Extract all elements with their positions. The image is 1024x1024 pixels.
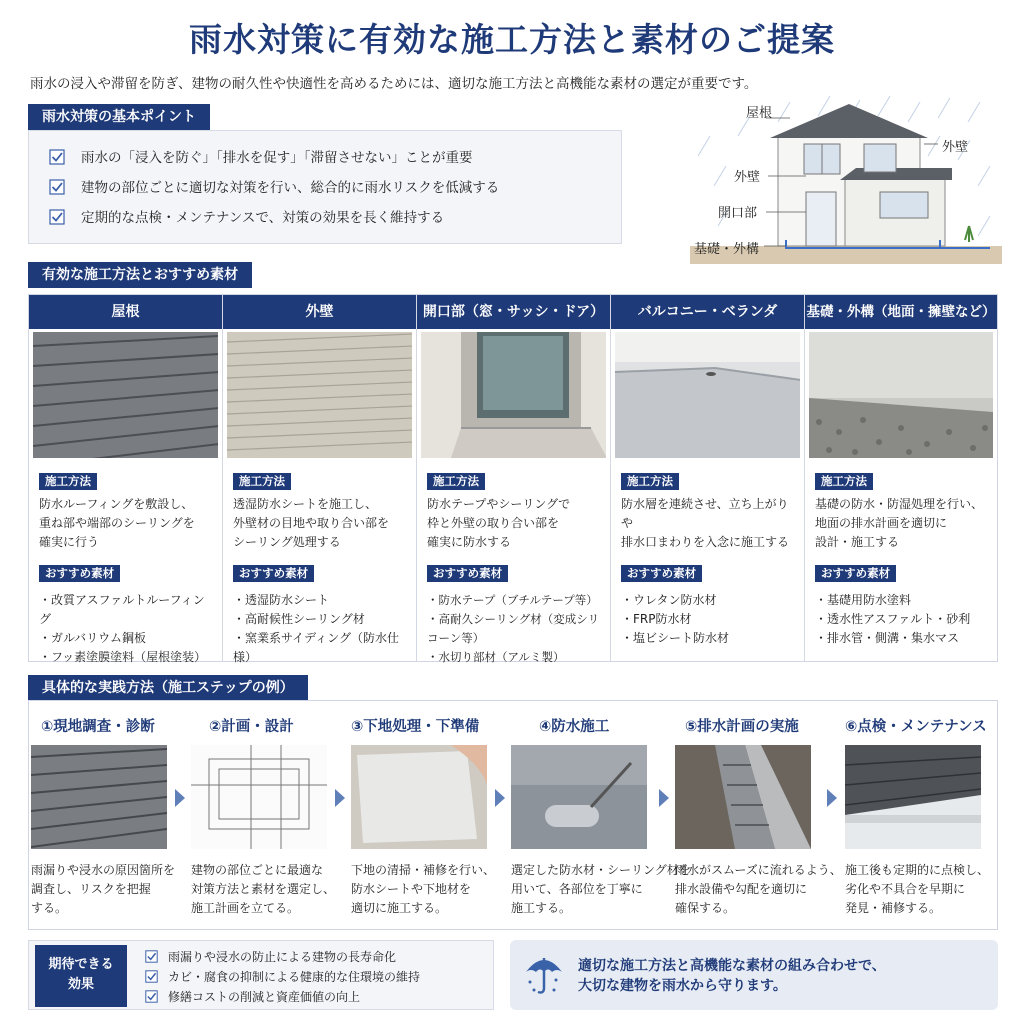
- effect-item: [145, 988, 360, 1006]
- basics-points-box: [28, 130, 622, 244]
- method-text: 防水テープやシーリングで 枠と外壁の取り合い部を 確実に防水する: [427, 497, 571, 549]
- method-column-roof: [29, 295, 223, 664]
- effects-box: [28, 940, 494, 1010]
- window-sash-photo: [421, 332, 606, 458]
- chevron-right-icon: [659, 789, 669, 807]
- step-text: 施工後も定期的に点検し、 劣化や不具合を早期に 発見・補修する。: [845, 863, 990, 915]
- effect-text: 雨漏りや浸水の防止による建物の長寿命化: [168, 950, 397, 964]
- step-photo-survey: [31, 745, 167, 849]
- material-list: ・改質アスファルトルーフィング ・ガルバリウム鋼板 ・フッ素塗膜塗料（屋根塗装）: [39, 593, 207, 664]
- step-title: ⑥点検・メンテナンス: [845, 719, 987, 735]
- methods-grid: [28, 294, 998, 662]
- house-diagram: [690, 96, 1002, 264]
- balcony-floor-photo: [615, 332, 800, 458]
- wall-siding-photo: [227, 332, 412, 458]
- effects-label: [35, 945, 127, 1007]
- step-title: ③下地処理・下準備: [351, 719, 480, 735]
- checkbox-check-icon: [49, 149, 65, 165]
- step-title: ⑤排水計画の実施: [685, 719, 799, 735]
- page-title: 雨水対策に有効な施工方法と素材のご提案: [189, 20, 835, 59]
- step-text: 雨水がスムーズに流れるよう、 排水設備や勾配を適切に 確保する。: [675, 863, 842, 915]
- material-list: ・基礎用防水塗料 ・透水性アスファルト・砂利 ・排水管・側溝・集水マス: [815, 593, 971, 645]
- step-photo-drainage: [675, 745, 811, 849]
- basic-point-text: 定期的な点検・メンテナンスで、対策の効果を長く維持する: [81, 210, 445, 226]
- method-text: 防水ルーフィングを敷設し、 重ね部や端部のシーリングを 確実に行う: [39, 497, 195, 549]
- closing-message-box: [510, 940, 998, 1010]
- method-tag: 施工方法: [233, 473, 291, 490]
- method-column-title: 開口部（窓・サッシ・ドア）: [417, 295, 610, 329]
- material-list: ・透湿防水シート ・高耐候性シーリング材 ・窯業系サイディング（防水仕様）: [233, 593, 399, 664]
- method-tag: 施工方法: [427, 473, 485, 490]
- method-column-foundation: [805, 295, 997, 661]
- basic-point-text: 建物の部位ごとに適切な対策を行い、総合的に雨水リスクを低減する: [81, 180, 500, 196]
- chevron-right-icon: [495, 789, 505, 807]
- material-tag: おすすめ素材: [233, 565, 314, 582]
- diagram-label-wall-right: 外壁: [942, 140, 969, 155]
- effects-label-line2: 効果: [67, 977, 94, 992]
- methods-section-label: 有効な施工方法とおすすめ素材: [28, 262, 252, 288]
- step-text: 雨漏りや浸水の原因箇所を 調査し、リスクを把握 する。: [31, 863, 176, 915]
- chevron-right-icon: [827, 789, 837, 807]
- step-photo-plan: [191, 745, 327, 849]
- step-text: 選定した防水材・シーリング材を 用いて、各部位を丁寧に 施工する。: [511, 863, 691, 915]
- diagram-label-opening: 開口部: [718, 206, 758, 221]
- step-title: ④防水施工: [539, 719, 610, 735]
- method-text: 透湿防水シートを施工し、 外壁材の目地や取り合い部を シーリング処理する: [233, 497, 390, 549]
- steps-section-label: 具体的な実践方法（施工ステップの例）: [28, 675, 308, 701]
- method-tag: 施工方法: [815, 473, 873, 490]
- material-tag: おすすめ素材: [815, 565, 896, 582]
- effect-text: カビ・腐食の抑制による健康的な住環境の維持: [168, 970, 421, 984]
- checkbox-check-icon: [145, 950, 158, 963]
- method-text: 基礎の防水・防湿処理を行い、 地面の排水計画を適切に 設計・施工する: [815, 497, 984, 549]
- basic-point: [49, 179, 499, 197]
- step-text: 下地の清掃・補修を行い、 防水シートや下地材を 適切に施工する。: [351, 863, 496, 915]
- step-photo-prep: [351, 745, 487, 849]
- material-tag: おすすめ素材: [39, 565, 120, 582]
- method-column-title: 基礎・外構（地面・擁壁など）: [805, 295, 997, 329]
- method-column-wall: [223, 295, 417, 664]
- basics-section-label: 雨水対策の基本ポイント: [28, 104, 210, 130]
- effect-text: 修繕コストの削減と資産価値の向上: [168, 990, 361, 1004]
- effects-label-line1: 期待できる: [48, 957, 114, 972]
- diagram-label-roof: 屋根: [746, 106, 773, 121]
- effect-item: [145, 968, 420, 986]
- diagram-label-foundation: 基礎・外構: [694, 242, 760, 257]
- material-list: ・ウレタン防水材 ・FRP防水材 ・塩ビシート防水材: [621, 593, 730, 645]
- closing-message: [578, 956, 886, 996]
- method-column-balcony: [611, 295, 805, 661]
- checkbox-check-icon: [145, 970, 158, 983]
- steps-box: [28, 700, 998, 930]
- step-photo-waterproof: [511, 745, 647, 849]
- method-column-opening: [417, 295, 611, 664]
- roof-photo: [33, 332, 218, 458]
- intro-text: 雨水の浸入や滞留を防ぎ、建物の耐久性や快適性を高めるためには、適切な施工方法と高機能な素材の選定が重要です。: [30, 76, 758, 92]
- step-text: 建物の部位ごとに最適な 対策方法と素材を選定し、 施工計画を立てる。: [191, 863, 336, 915]
- foundation-gravel-photo: [809, 332, 993, 458]
- method-tag: 施工方法: [39, 473, 97, 490]
- closing-message-line2: 大切な建物を雨水から守ります。: [578, 978, 787, 994]
- basic-point: [49, 149, 473, 167]
- basic-point: [49, 209, 444, 227]
- chevron-right-icon: [335, 789, 345, 807]
- chevron-right-icon: [175, 789, 185, 807]
- diagram-label-wall-left: 外壁: [734, 170, 761, 185]
- material-tag: おすすめ素材: [427, 565, 508, 582]
- effect-item: [145, 948, 396, 966]
- material-tag: おすすめ素材: [621, 565, 702, 582]
- method-column-title: 屋根: [29, 295, 222, 329]
- checkbox-check-icon: [49, 179, 65, 195]
- closing-message-line1: 適切な施工方法と高機能な素材の組み合わせで、: [578, 958, 886, 974]
- step-title: ②計画・設計: [209, 719, 294, 735]
- basic-point-text: 雨水の「浸入を防ぐ」「排水を促す」「滞留させない」ことが重要: [81, 150, 473, 166]
- checkbox-check-icon: [145, 990, 158, 1003]
- material-list: ・防水テープ（ブチルテープ等） ・高耐久シーリング材（変成シリコーン等） ・水切り部材（アルミ製）: [427, 593, 600, 664]
- checkbox-check-icon: [49, 209, 65, 225]
- method-column-title: バルコニー・ベランダ: [611, 295, 804, 329]
- umbrella-icon: [524, 954, 564, 996]
- method-column-title: 外壁: [223, 295, 416, 329]
- method-text: 防水層を連続させ、立ち上がりや 排水口まわりを入念に施工する: [621, 497, 790, 549]
- step-title: ①現地調査・診断: [41, 719, 155, 735]
- method-tag: 施工方法: [621, 473, 679, 490]
- step-photo-inspection: [845, 745, 981, 849]
